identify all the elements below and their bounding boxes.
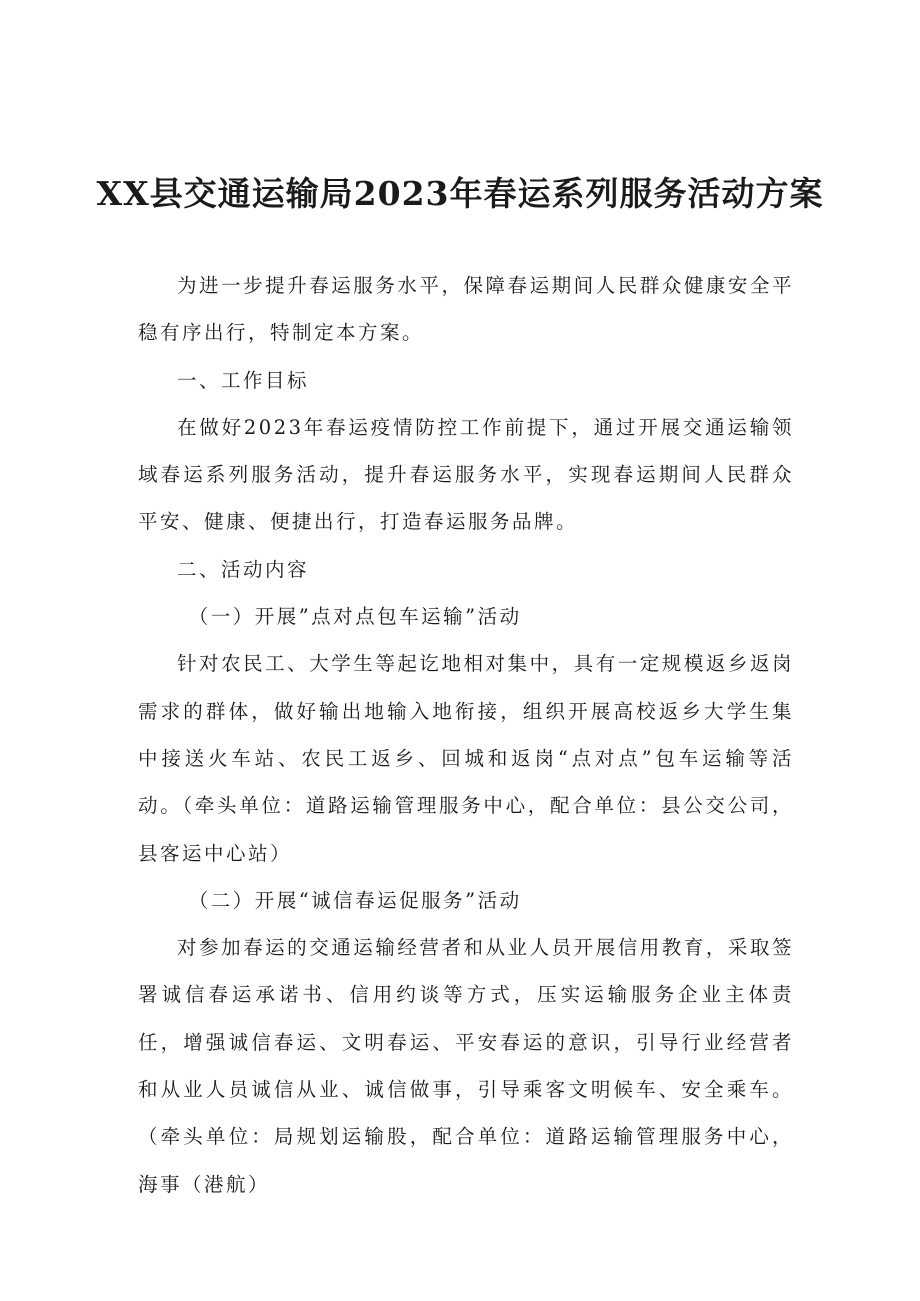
document-body	[138, 262, 794, 1208]
work-goals-paragraph: 在做好2023年春运疫情防控工作前提下，通过开展交通运输领域春运系列服务活动，提升春运服务水平，实现春运期间人民群众平安、健康、便捷出行，打造春运服务品牌。	[138, 415, 794, 534]
section-heading-activities: 二、活动内容	[177, 557, 310, 581]
document-title: XX县交通运输局2023年春运系列服务活动方案	[96, 174, 824, 213]
integrity-service-paragraph: 对参加春运的交通运输经营者和从业人员开展信用教育，采取签署诚信春运承诺书、信用约谈等方式，压实运输服务企业主体责任，增强诚信春运、文明春运、平安春运的意识，引导行业经营者和从业人员诚信从业、诚信做事，引导乘客文明候车、安全乘车。（牵头单位：局规划运输股，配合单位：道路运输管理服务中心，海事（港航）	[138, 936, 794, 1196]
subheading-integrity-service: （二）开展“诚信春运促服务”活动	[188, 888, 522, 912]
section-heading-work-goals: 一、工作目标	[177, 368, 310, 392]
subheading-charter-transport: （一）开展”点对点包车运输”活动	[188, 605, 522, 629]
intro-paragraph: 为进一步提升春运服务水平，保障春运期间人民群众健康安全平稳有序出行，特制定本方案。	[138, 274, 794, 345]
charter-transport-paragraph: 针对农民工、大学生等起讫地相对集中，具有一定规模返乡返岗需求的群体，做好输出地输入地衔接，组织开展高校返乡大学生集中接送火车站、农民工返乡、回城和返岗“点对点”包车运输等活动。（牵头单位：道路运输管理服务中心，配合单位：县公交公司，县客运中心站）	[138, 652, 794, 865]
